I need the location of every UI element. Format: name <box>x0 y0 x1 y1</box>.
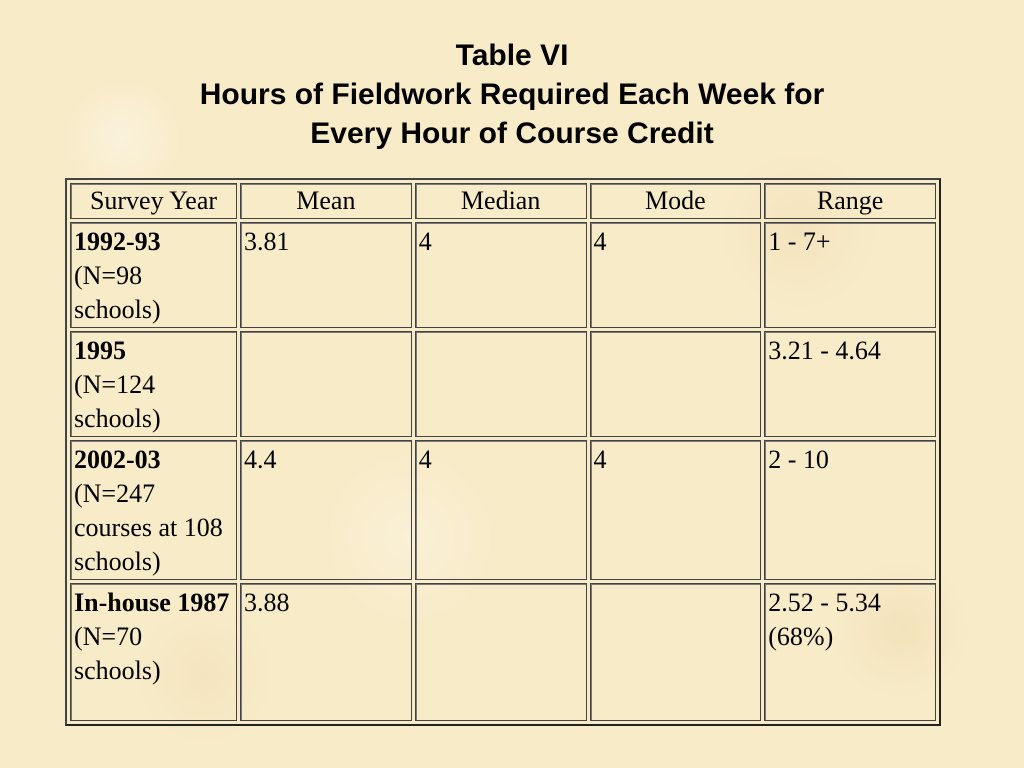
cell-median <box>415 583 587 721</box>
sample-size-note: (N=70 schools) <box>74 622 161 685</box>
title-table-number: Table VI <box>455 39 569 72</box>
table-row <box>70 440 936 580</box>
header-mode: Mode <box>590 183 762 219</box>
cell-mode <box>590 583 762 721</box>
cell-median: 4 <box>415 222 587 328</box>
cell-mode: 4 <box>590 222 762 328</box>
table-row <box>70 583 936 721</box>
cell-mean: 4.4 <box>240 440 412 580</box>
header-survey-year: Survey Year <box>70 183 237 219</box>
cell-range: 3.21 - 4.64 <box>764 331 936 437</box>
sample-size-note: (N=124 schools) <box>74 370 161 433</box>
survey-year-label: 1995 <box>74 336 126 365</box>
cell-range: 1 - 7+ <box>764 222 936 328</box>
cell-mode <box>590 331 762 437</box>
cell-survey-year <box>70 583 237 721</box>
cell-median: 4 <box>415 440 587 580</box>
cell-range: 2.52 - 5.34 (68%) <box>764 583 936 721</box>
cell-survey-year <box>70 440 237 580</box>
survey-year-label: 2002-03 <box>74 445 161 474</box>
cell-mean: 3.88 <box>240 583 412 721</box>
fieldwork-hours-table <box>65 178 941 726</box>
title-line-2: Every Hour of Course Credit <box>310 117 714 150</box>
table-row <box>70 331 936 437</box>
title-line-1: Hours of Fieldwork Required Each Week for <box>199 78 825 111</box>
survey-year-label: In-house 1987 <box>74 588 230 617</box>
table-header-row <box>70 183 936 219</box>
survey-year-label: 1992-93 <box>74 227 161 256</box>
cell-survey-year <box>70 331 237 437</box>
cell-median <box>415 331 587 437</box>
cell-range: 2 - 10 <box>764 440 936 580</box>
table-row <box>70 222 936 328</box>
header-median: Median <box>415 183 587 219</box>
cell-mean: 3.81 <box>240 222 412 328</box>
cell-mode: 4 <box>590 440 762 580</box>
sample-size-note: (N=247 courses at 108 schools) <box>74 479 223 576</box>
page-title <box>0 36 1024 153</box>
sample-size-note: (N=98 schools) <box>74 261 161 324</box>
header-mean: Mean <box>240 183 412 219</box>
header-range: Range <box>764 183 936 219</box>
cell-survey-year <box>70 222 237 328</box>
cell-mean <box>240 331 412 437</box>
